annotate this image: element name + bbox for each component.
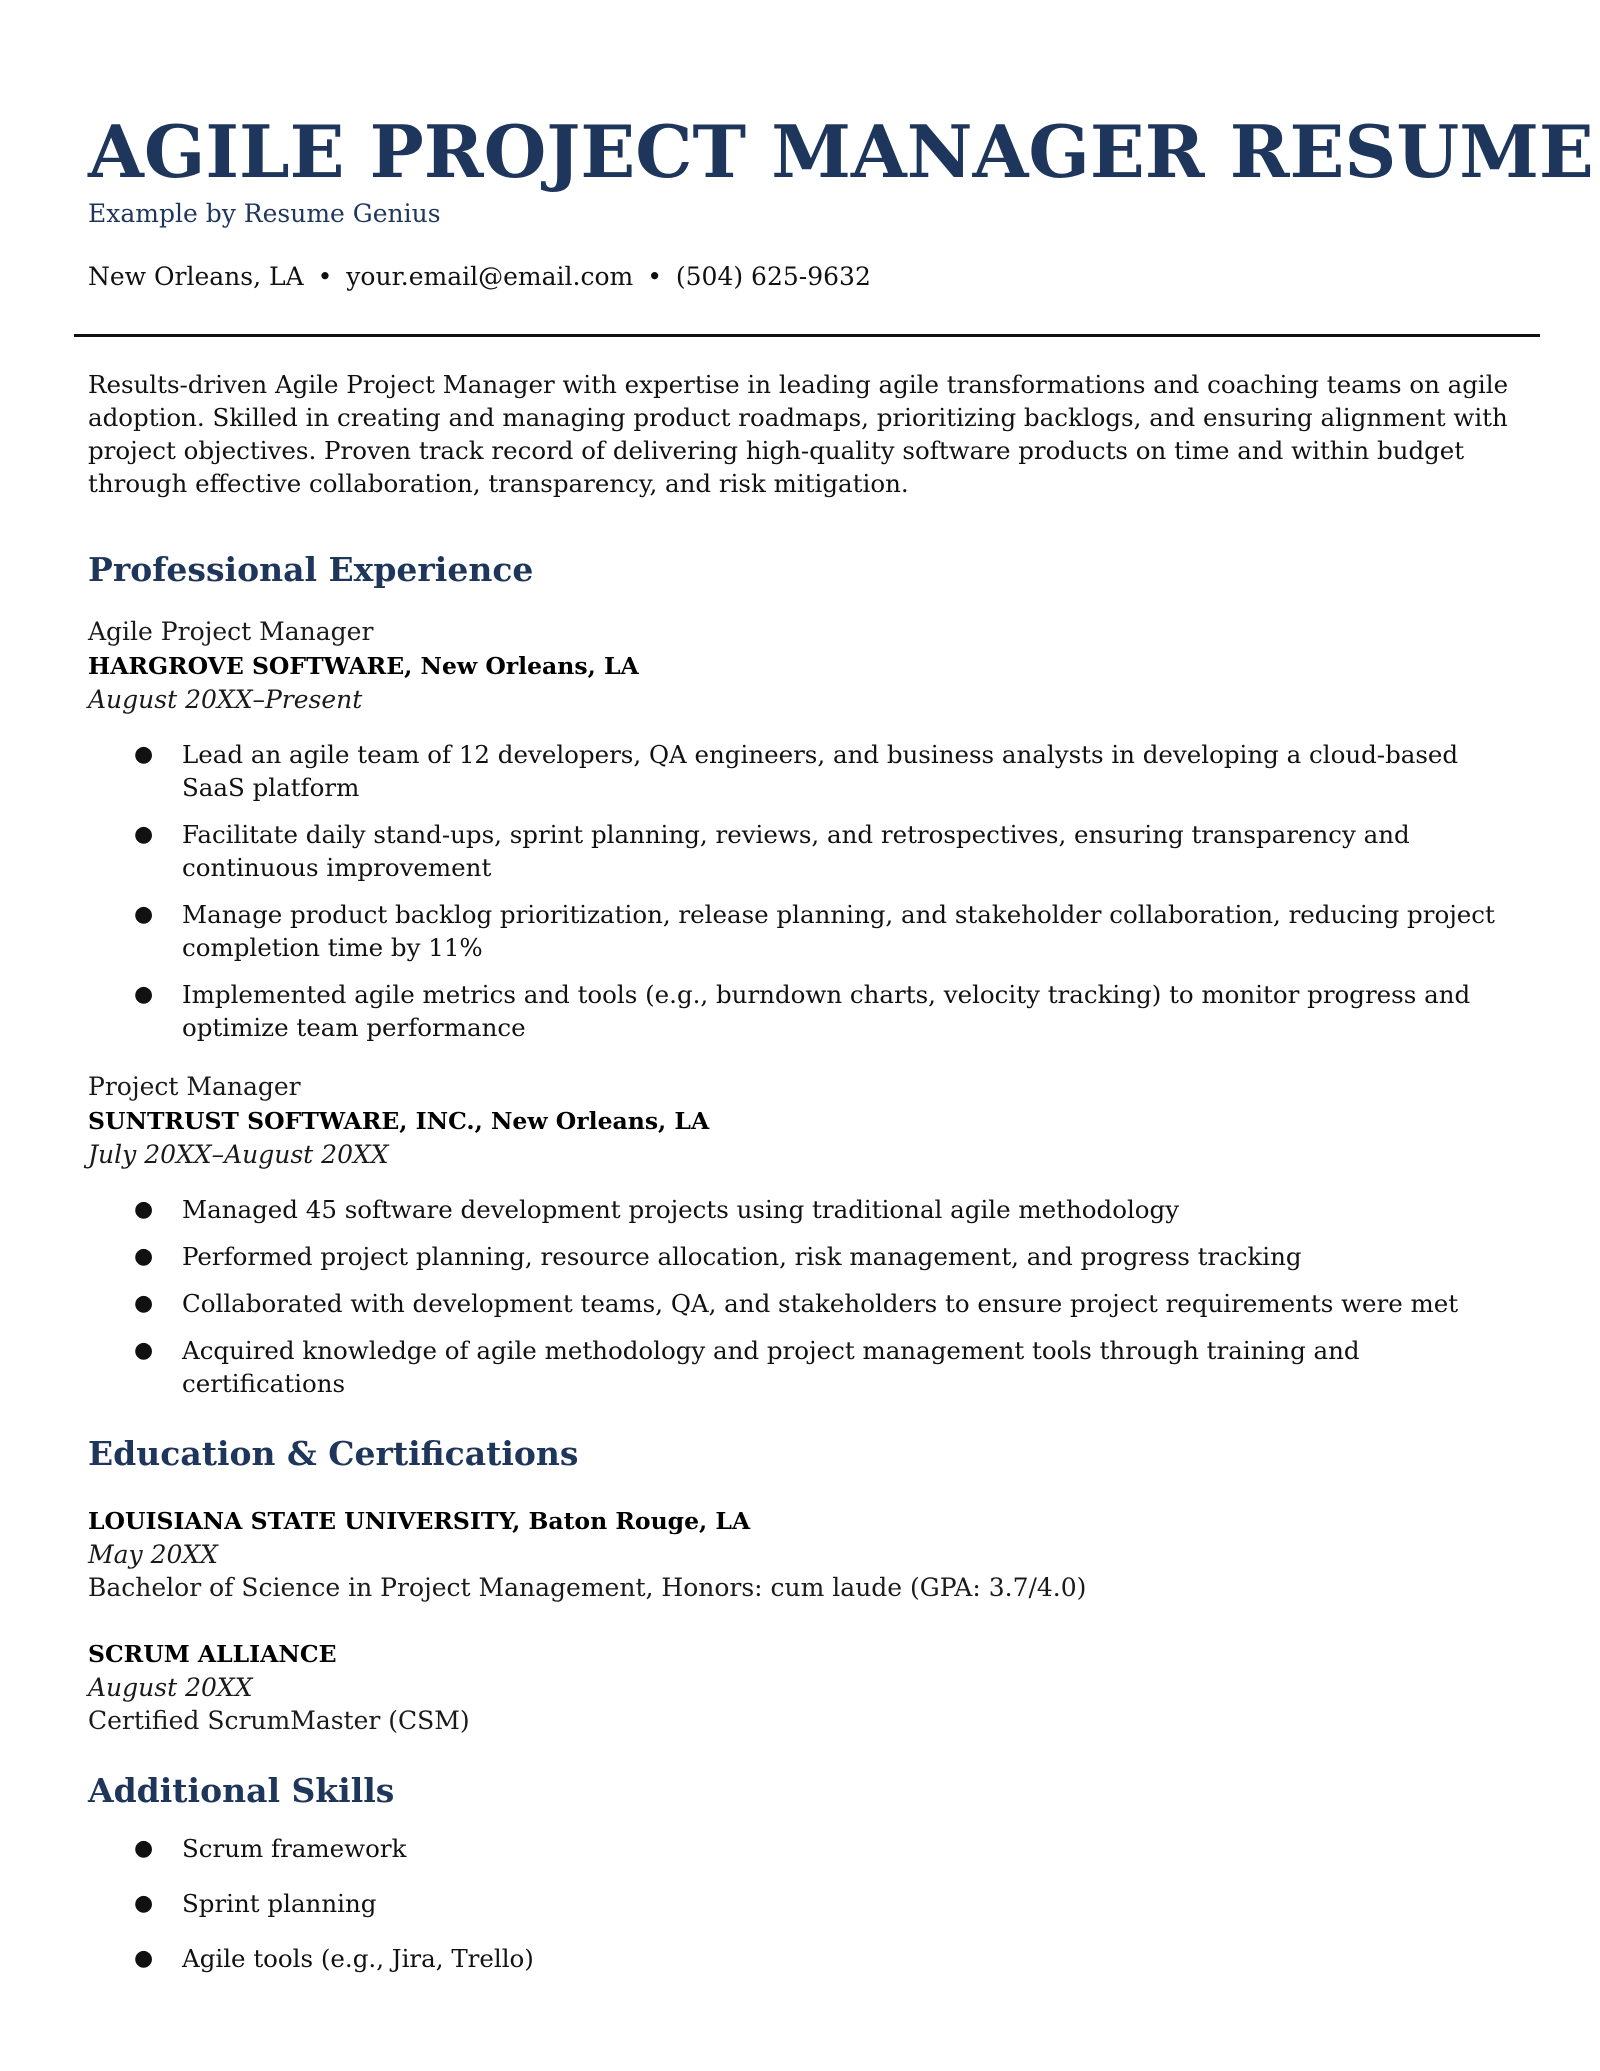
list-item: ● Agile tools (e.g., Jira, Trello) [134,1944,534,1973]
job-entry [88,615,1528,1044]
bullet-icon: ● [134,1836,154,1861]
list-item: ● Managed 45 software development projects using traditional agile methodology [134,1195,1180,1224]
section-title-skills: Additional Skills [88,1771,395,1810]
list-item: ● Acquired knowledge of agile methodology and project management tools through training and certifications [134,1336,1360,1398]
bullet-icon: ● [134,1891,154,1916]
subtitle: Example by Resume Genius [88,198,441,228]
header-divider [74,334,1540,337]
contact-email: your.email@email.com [346,261,634,291]
list-item: ● Collaborated with development teams, QA, and stakeholders to ensure project requirements were met [134,1289,1459,1318]
bullet-icon: ● [134,1197,154,1222]
education-description: Bachelor of Science in Project Management, Honors: cum laude (GPA: 3.7/4.0) [88,1573,1087,1602]
contact-phone: (504) 625-9632 [675,261,871,291]
job-company: HARGROVE SOFTWARE, New Orleans, LA [88,652,639,680]
education-date: May 20XX [88,1540,218,1569]
skills-list [88,1832,1528,1975]
education-entry [88,1505,1528,1604]
job-title: Project Manager [88,1072,301,1101]
job-entry [88,1070,1528,1400]
list-item: ● Manage product backlog prioritization, release planning, and stakeholder collaboration, reducing project completion time by 11% [134,900,1495,962]
resume-body [88,368,1528,1975]
bullet-icon: ● [134,822,154,847]
bullet-icon: ● [134,1244,154,1269]
job-company: SUNTRUST SOFTWARE, INC., New Orleans, LA [88,1107,710,1135]
education-date: August 20XX [88,1673,253,1702]
job-title: Agile Project Manager [88,617,374,646]
list-item: ● Scrum framework [134,1834,407,1863]
list-item: ● Implemented agile metrics and tools (e.g., burndown charts, velocity tracking) to monitor progress and optimize team performance [134,980,1471,1042]
bullet-icon: ● [134,1291,154,1316]
list-item: ● Performed project planning, resource allocation, risk management, and progress tracking [134,1242,1302,1271]
bullet-icon: ● [134,902,154,927]
contact-location: New Orleans, LA [88,261,304,291]
summary-paragraph: Results-driven Agile Project Manager with expertise in leading agile transformations and coaching teams on agile adoption. Skilled in creating and managing product roadmaps, prioritizing backlogs, and ensuring alignment with project objectives. Proven track record of delivering high-quality software products on time and within budget through effective collaboration, transparency, and risk mitigation. [88,370,1509,498]
job-bullets [88,1193,1528,1400]
job-dates: July 20XX–August 20XX [88,1140,389,1169]
section-title-education: Education & Certifications [88,1434,579,1473]
list-item: ● Facilitate daily stand-ups, sprint planning, reviews, and retrospectives, ensuring transparency and continuous improvement [134,820,1410,882]
resume-header [88,109,1594,291]
contact-separator: • [647,261,662,291]
job-dates: August 20XX–Present [88,685,363,714]
contact-separator: • [317,261,333,291]
bullet-icon: ● [134,1946,154,1971]
education-entry [88,1638,1528,1737]
section-title-experience: Professional Experience [88,550,534,589]
education-institution: SCRUM ALLIANCE [88,1640,337,1668]
bullet-icon: ● [134,742,154,767]
page-title: AGILE PROJECT MANAGER RESUME [88,109,1594,194]
education-description: Certified ScrumMaster (CSM) [88,1706,470,1735]
bullet-icon: ● [134,1338,154,1363]
education-institution: LOUISIANA STATE UNIVERSITY, Baton Rouge, LA [88,1507,751,1535]
job-bullets [88,738,1528,1044]
list-item: ● Sprint planning [134,1889,377,1918]
list-item: ● Lead an agile team of 12 developers, QA engineers, and business analysts in developing a cloud-based SaaS platform [134,740,1459,802]
bullet-icon: ● [134,982,154,1007]
contact-line [88,262,1548,291]
